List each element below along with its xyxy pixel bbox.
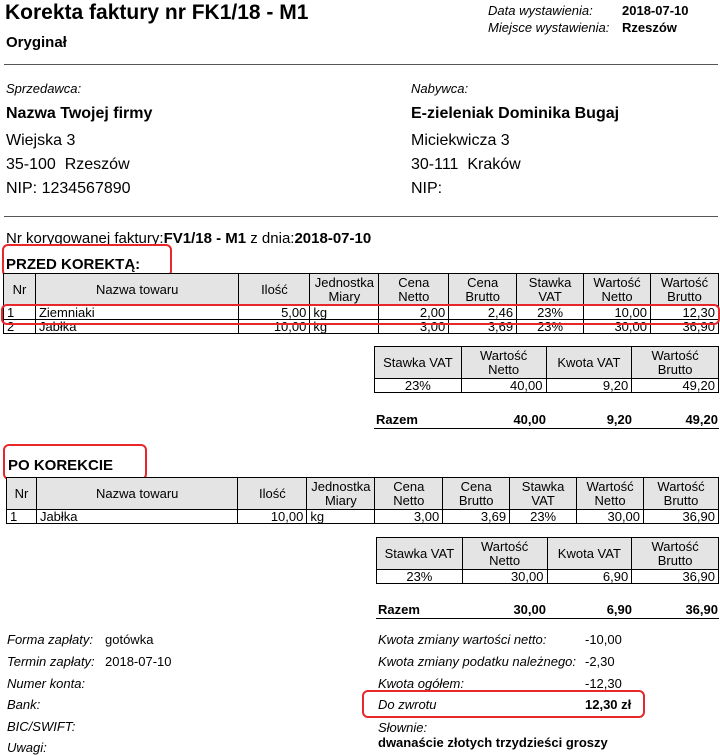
cell: kg — [307, 510, 375, 524]
cell: 10,00 — [239, 320, 310, 334]
payment-due-label: Termin zapłaty: — [7, 654, 95, 669]
cell: 23% — [375, 379, 462, 393]
table-header-row — [377, 538, 719, 570]
place-row — [488, 20, 609, 35]
cell: 2,46 — [449, 306, 517, 320]
tax-change-label: Kwota zmiany podatku należnego: — [378, 654, 577, 669]
cell: 49,20 — [632, 379, 719, 393]
col-header: Wartość Brutto — [632, 347, 719, 379]
corrected-label: Nr korygowanej faktury: — [6, 230, 164, 247]
cell: 3,69 — [449, 320, 517, 334]
corrected-number: FV1/18 - M1 — [163, 230, 247, 247]
total-change-value: -12,30 — [585, 676, 622, 691]
table-header-row — [7, 478, 719, 510]
before-total-gross: 49,20 — [685, 412, 718, 427]
col-header: Ilość — [239, 274, 310, 306]
place-label: Miejsce wystawienia: — [488, 20, 610, 35]
cell: 23% — [377, 570, 463, 584]
after-total-gross: 36,90 — [685, 602, 718, 617]
cell: 30,00 — [462, 570, 547, 584]
in-words-label: Słownie: — [378, 720, 428, 735]
cell: 1 — [7, 510, 37, 524]
after-section-title: PO KOREKCIE — [8, 457, 114, 474]
cell: 23% — [517, 306, 584, 320]
before-section-title: PRZED KOREKTĄ: — [6, 256, 141, 273]
total-underline — [376, 618, 719, 619]
col-header: Stawka VAT — [375, 347, 462, 379]
cell: 23% — [510, 510, 577, 524]
col-header: Wartość Netto — [577, 478, 644, 510]
after-total-vat: 6,90 — [606, 602, 632, 617]
before-total-vat: 9,20 — [606, 412, 632, 427]
col-header: Cena Brutto — [443, 478, 510, 510]
cell: 30,00 — [577, 510, 644, 524]
corrected-date: 2018-07-10 — [294, 230, 372, 247]
col-header: Nr — [4, 274, 36, 306]
col-header: Cena Brutto — [449, 274, 517, 306]
cell: 2 — [4, 320, 36, 334]
bank-label: Bank: — [7, 697, 41, 712]
bic-swift-label: BIC/SWIFT: — [7, 719, 76, 734]
payment-form-label: Forma zapłaty: — [7, 632, 93, 647]
highlight-box — [1, 304, 720, 325]
original-label: Oryginał — [6, 34, 67, 51]
table-row — [7, 510, 719, 524]
refund-label: Do zwrotu — [378, 697, 437, 712]
buyer-city: 30-111 Kraków — [411, 156, 521, 173]
after-total-net: 30,00 — [513, 602, 546, 617]
col-header: Kwota VAT — [546, 347, 632, 379]
col-header: Wartość Brutto — [651, 274, 719, 306]
col-header: Stawka VAT — [510, 478, 577, 510]
account-number-label: Numer konta: — [7, 676, 86, 691]
corrected-date-label: z dnia: — [246, 230, 295, 247]
place-value: Rzeszów — [622, 20, 677, 35]
seller-nip: NIP: 1234567890 — [6, 180, 131, 197]
cell: 36,90 — [644, 510, 719, 524]
seller-city: 35-100 Rzeszów — [6, 156, 130, 173]
table-row — [377, 570, 719, 584]
table-header-row — [4, 274, 719, 306]
after-items-table — [6, 477, 719, 524]
cell: 23% — [517, 320, 584, 334]
net-change-label: Kwota zmiany wartości netto: — [378, 632, 547, 647]
total-change-label: Kwota ogółem: — [378, 676, 464, 691]
divider — [4, 64, 718, 65]
seller-label: Sprzedawca: — [6, 81, 82, 96]
buyer-label: Nabywca: — [411, 81, 469, 96]
cell: 30,00 — [584, 320, 651, 334]
cell: 40,00 — [461, 379, 546, 393]
col-header: Jednostka Miary — [310, 274, 379, 306]
after-total-label: Razem — [378, 602, 420, 617]
cell: 36,90 — [651, 320, 719, 334]
tax-change-value: -2,30 — [585, 654, 615, 669]
issue-date-label: Data wystawienia: — [488, 3, 593, 18]
cell: 10,00 — [238, 510, 307, 524]
col-header: Wartość Netto — [462, 538, 547, 570]
col-header: Kwota VAT — [547, 538, 632, 570]
cell: kg — [310, 306, 379, 320]
cell: 5,00 — [239, 306, 310, 320]
col-header: Jednostka Miary — [307, 478, 375, 510]
cell: 2,00 — [379, 306, 449, 320]
col-header: Nazwa towaru — [36, 478, 238, 510]
cell: 3,00 — [379, 320, 449, 334]
cell: 36,90 — [632, 570, 719, 584]
col-header: Ilość — [238, 478, 307, 510]
cell: 10,00 — [584, 306, 651, 320]
notes-label: Uwagi: — [7, 740, 47, 755]
net-change-value: -10,00 — [585, 632, 622, 647]
col-header: Wartość Brutto — [632, 538, 719, 570]
cell: Ziemniaki — [35, 306, 239, 320]
payment-form-row — [7, 632, 93, 647]
col-header: Nazwa towaru — [35, 274, 239, 306]
total-underline — [374, 428, 719, 429]
table-header-row — [375, 347, 719, 379]
before-vat-summary-table — [374, 346, 719, 393]
in-words-value: dwanaście złotych trzydzieści groszy — [378, 735, 608, 750]
invoice-title: Korekta faktury nr FK1/18 - M1 — [5, 1, 309, 24]
seller-name: Nazwa Twojej firmy — [6, 105, 153, 122]
col-header: Wartość Netto — [584, 274, 651, 306]
payment-due-row — [7, 654, 95, 669]
cell: Jabłka — [36, 510, 238, 524]
cell: Jabłka — [35, 320, 239, 334]
buyer-name: E-zieleniak Dominika Bugaj — [411, 105, 620, 122]
refund-value: 12,30 zł — [585, 697, 632, 712]
cell: 9,20 — [546, 379, 632, 393]
buyer-nip: NIP: — [411, 180, 443, 197]
col-header: Nr — [7, 478, 37, 510]
before-total-label: Razem — [376, 412, 418, 427]
seller-street: Wiejska 3 — [6, 132, 76, 149]
divider — [4, 216, 718, 217]
before-total-net: 40,00 — [513, 412, 546, 427]
cell: 12,30 — [651, 306, 719, 320]
col-header: Wartość Netto — [461, 347, 546, 379]
payment-form-value: gotówka — [105, 632, 154, 647]
buyer-street: Miciekwicza 3 — [411, 132, 510, 149]
place-value-box — [622, 20, 677, 35]
cell: 6,90 — [547, 570, 632, 584]
col-header: Cena Netto — [375, 478, 443, 510]
issue-date-row — [488, 3, 593, 18]
cell: 3,69 — [443, 510, 510, 524]
col-header: Stawka VAT — [517, 274, 584, 306]
issue-date-value: 2018-07-10 — [622, 3, 689, 18]
table-row — [375, 379, 719, 393]
after-vat-summary-table — [376, 537, 719, 584]
payment-due-value: 2018-07-10 — [105, 654, 172, 669]
cell: 3,00 — [375, 510, 443, 524]
issue-date-value-box — [622, 3, 689, 18]
col-header: Wartość Brutto — [644, 478, 719, 510]
cell: 1 — [4, 306, 36, 320]
col-header: Cena Netto — [379, 274, 449, 306]
col-header: Stawka VAT — [377, 538, 463, 570]
cell: kg — [310, 320, 379, 334]
